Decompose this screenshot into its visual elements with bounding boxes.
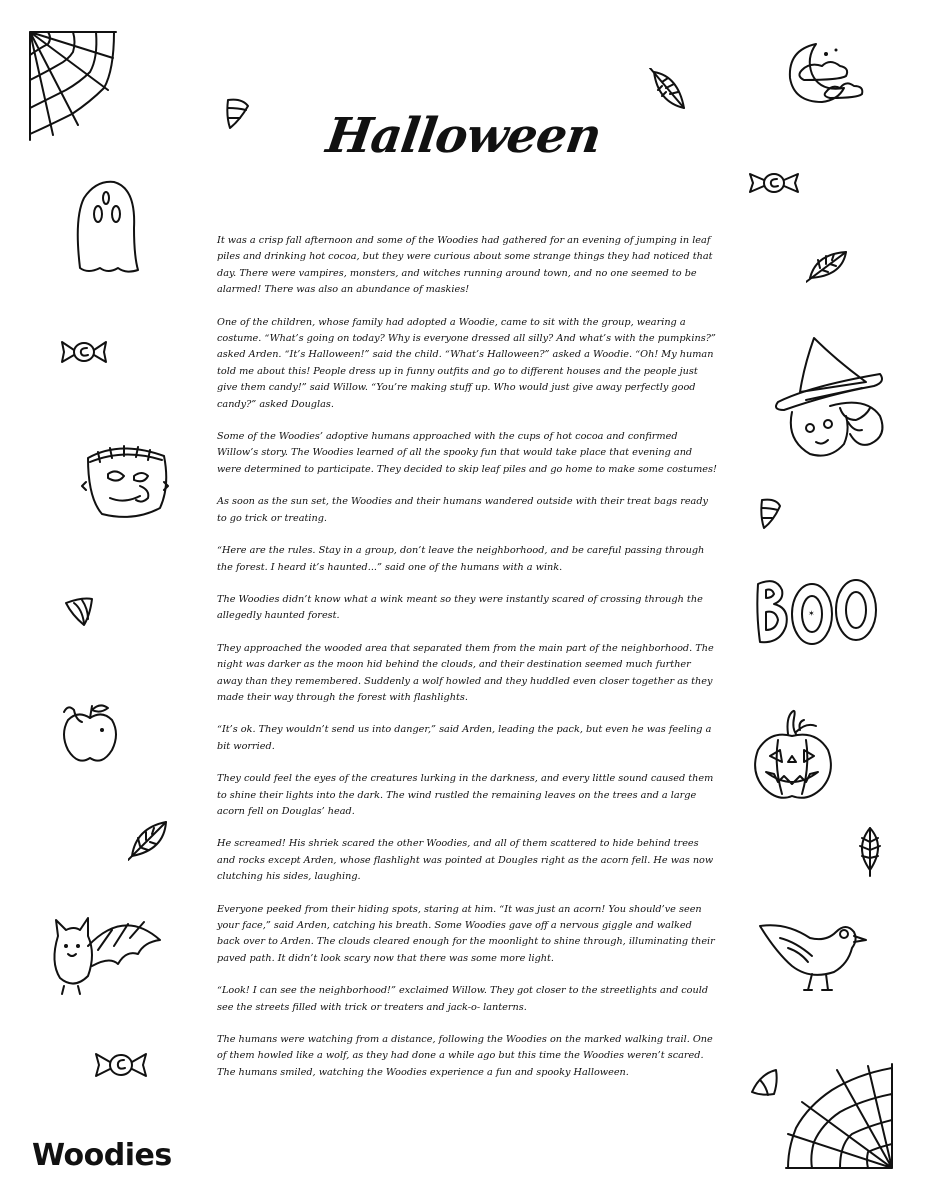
ghost-icon (70, 178, 140, 278)
story-paragraph: It was a crisp fall afternoon and some of the Woodies had gathered for an evening of jumping in leaf piles and drinking hot cocoa, but they were curious about some strange things they had noticed that day. There were vampires, monsters, and witches running around town, and no one seemed to be alarmed! There was also an abundance of maskies! (217, 235, 713, 296)
story-paragraph: The Woodies didn’t know what a wink meant so they were instantly scared of crossing through the allegedly haunted forest. (217, 593, 703, 622)
story-text (217, 233, 717, 1097)
witch-icon (770, 336, 890, 460)
svg-text:✶: ✶ (808, 609, 815, 618)
spider-web-icon (782, 1062, 894, 1170)
candy-corn-icon (756, 496, 784, 530)
leaf-icon (648, 68, 688, 112)
spider-web-icon (28, 30, 118, 142)
story-paragraph: Everyone peeked from their hiding spots, staring at him. “It was just an acorn! You should’ve seen your face,” said Arden, catching his breath. Some Woodies gave off a nervous giggle and walked back over to Arden. The clouds cleared enough for the moonlight to shine through, illuminating their paved path. It didn’t look scary now that there was some more light. (217, 903, 715, 964)
page-title: Halloween (322, 108, 605, 164)
story-paragraph: As soon as the sun set, the Woodies and their humans wandered outside with their treat bags ready to go trick or treating. (217, 496, 709, 524)
wrapped-candy-icon (94, 1048, 148, 1082)
moon-cloud-icon (782, 40, 868, 108)
story-paragraph: They could feel the eyes of the creatures lurking in the darkness, and every little sound caused them to shine their lights into the dark. The wind rustled the remaining leaves on the trees and a large acorn fell on Douglas’ head. (217, 773, 714, 817)
frankenstein-icon (80, 438, 170, 522)
story-paragraph: They approached the wooded area that separated them from the main part of the neighborhood. The night was darker as the moon hid behind the clouds, and their destination seemed much further away than they remembered. Suddenly a wolf howled and they huddled even closer together as they made their way through the forest with flashlights. (217, 642, 714, 703)
woodies-logo: Woodies (32, 1138, 172, 1173)
wrapped-candy-icon (60, 338, 108, 366)
story-paragraph: “Look! I can see the neighborhood!” exclaimed Willow. They got closer to the streetlights and could see the streets filled with trick or treaters and jack-o- lanterns. (217, 985, 709, 1013)
candy-corn-icon (748, 1068, 780, 1098)
leaf-icon (854, 826, 886, 878)
story-paragraph: “Here are the rules. Stay in a group, don’t leave the neighborhood, and be careful passing through the forest. I heard it’s haunted...” said one of the humans with a wink. (217, 545, 705, 573)
leaf-icon (806, 248, 850, 284)
story-paragraph: “It’s ok. They wouldn’t send us into danger,” said Arden, leading the pack, but even he was feeling a bit worried. (217, 724, 712, 752)
candy-corn-icon (62, 595, 96, 627)
story-paragraph: One of the children, whose family had adopted a Woodie, came to sit with the group, wearing a costume. “What’s going on today? Why is everyone dressed all silly? And what’s with the pumpkins?” asked Arden. “It’s Halloween!” said the child. “What’s Halloween?” asked a Woodie. “Oh! My human told me about this! People dress up in funny outfits and go to different houses and the people just give them candy!” said Willow. “You’re making stuff up. Who would just give away perfectly good candy?” asked Douglas. (217, 316, 716, 410)
jack-o-lantern-icon (748, 706, 836, 802)
story-paragraph: Some of the Woodies’ adoptive humans approached with the cups of hot cocoa and confirmed Willow’s story. The Woodies learned of all the spooky fun that would take place that evening and were determined to participate. They decided to skip leaf piles and go home to make some costumes! (217, 431, 717, 475)
apple-worm-icon (58, 700, 124, 766)
story-paragraph: He screamed! His shriek scared the other Woodies, and all of them scattered to hide behind trees and rocks except Arden, whose flashlight was pointed at Dougles right as the acorn fell. He was now clutching his sides, laughing. (217, 838, 714, 883)
wrapped-candy-icon (748, 168, 800, 198)
boo-icon (752, 574, 882, 648)
story-paragraph: The humans were watching from a distance, following the Woodies on the marked walking trail. One of them howled like a wolf, as they had done a while ago but this time the Woodies weren’t scared. The humans smiled, watching the Woodies experience a fun and spooky Halloween. (217, 1034, 713, 1078)
leaf-icon (128, 818, 170, 862)
bat-icon (44, 906, 164, 998)
crow-icon (756, 908, 868, 994)
candy-corn-icon (222, 96, 252, 130)
